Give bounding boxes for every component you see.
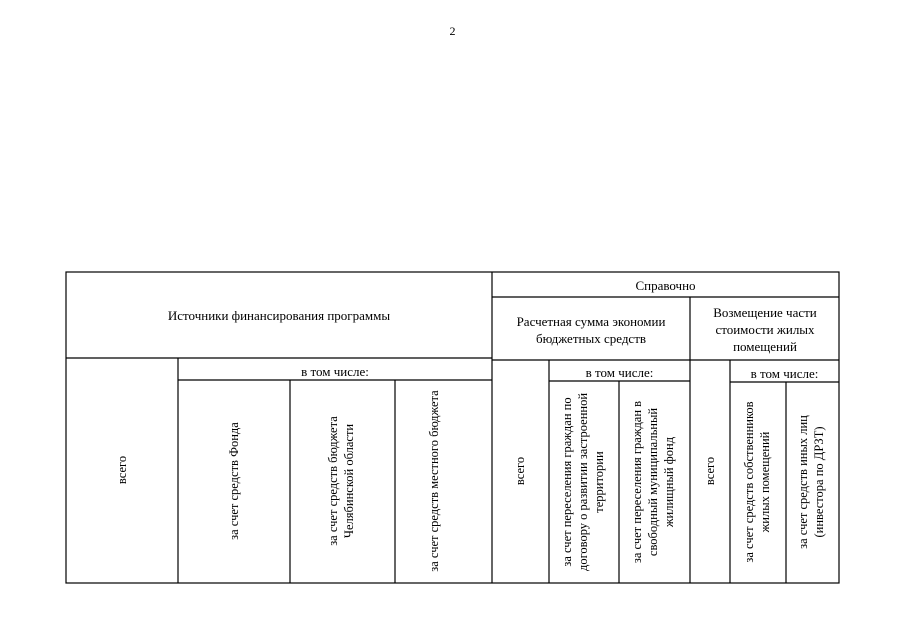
resettle-municipal-column-label: за счет переселения граждан в свободный муниципальный жилищный фонд	[630, 400, 676, 564]
page-number: 2	[449, 24, 456, 38]
including-label-sources: в том числе:	[301, 364, 369, 379]
economy-total-label: всего	[513, 456, 527, 486]
economy-header: Расчетная сумма экономии бюджетных средств	[516, 314, 666, 346]
reference-header: Справочно	[635, 278, 696, 293]
compensation-header: Возмещение части стоимости жилых помещений	[713, 305, 817, 354]
resettle-development-column-label: за счет переселения граждан по договору о развитии застроенной территории	[560, 392, 606, 572]
owners-column-label: за счет средств собственников жилых помещений	[742, 401, 772, 563]
sources-total-label: всего	[115, 455, 129, 485]
sources-header: Источники финансирования программы	[167, 308, 391, 323]
local-budget-column-label: за счет средств местного бюджета	[427, 390, 441, 572]
regional-budget-column-label: за счет средств бюджета Челябинской области	[326, 416, 356, 546]
fund-column-label: за счет средств Фонда	[227, 422, 241, 540]
including-label-compensation: в том числе:	[750, 366, 819, 381]
including-label-economy: в том числе:	[585, 365, 654, 380]
compensation-total-label: всего	[703, 456, 717, 486]
other-persons-column-label: за счет средств иных лиц (инвестора по ДРЗТ)	[796, 415, 826, 549]
